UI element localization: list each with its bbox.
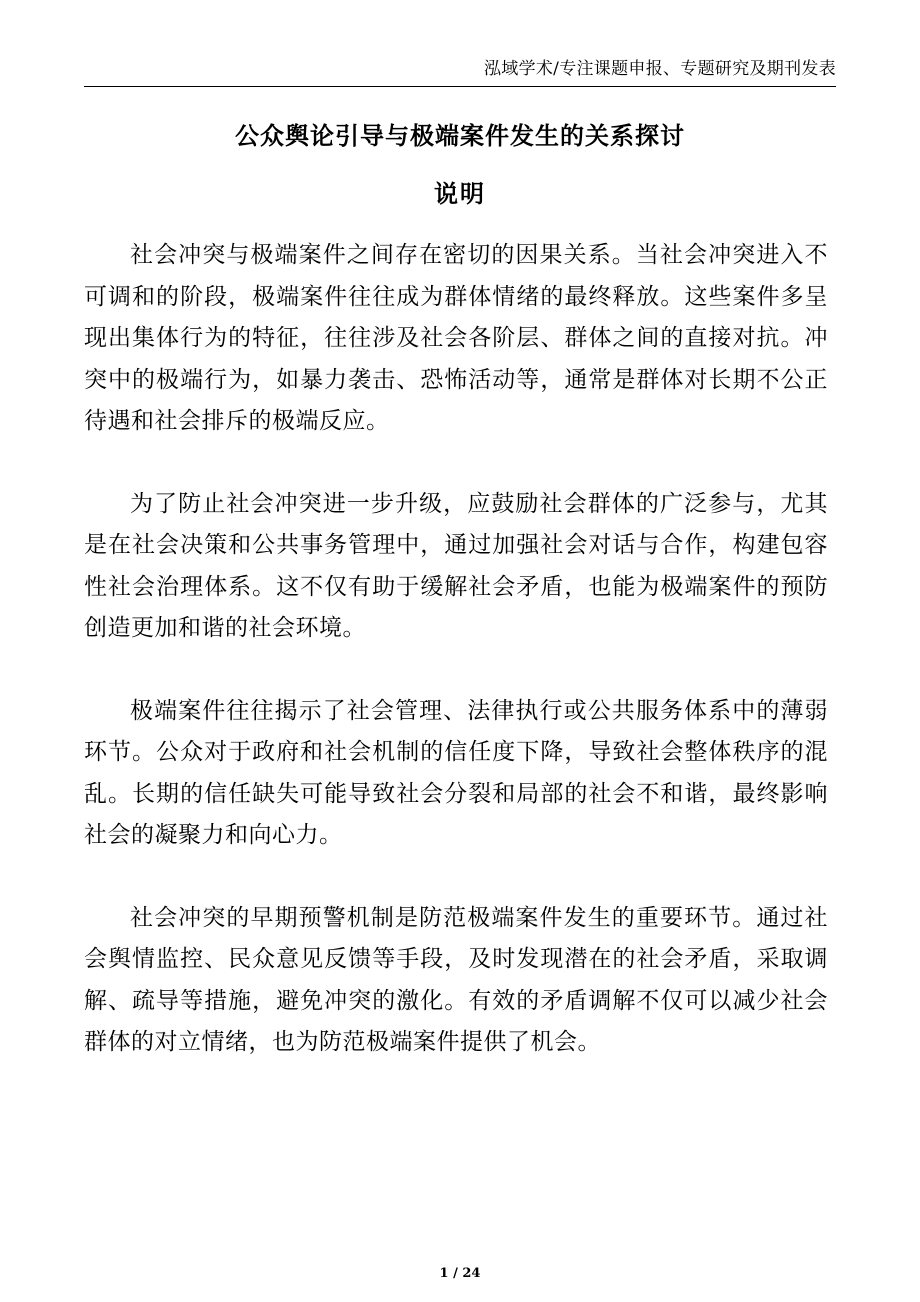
page-number: 1 / 24: [439, 1266, 481, 1281]
document-subtitle: 说明: [434, 179, 486, 208]
header-divider: [84, 86, 836, 87]
document-body: [84, 235, 828, 1105]
paragraph: 极端案件往往揭示了社会管理、法律执行或公共服务体系中的薄弱环节。公众对于政府和社会机制的信任度下降，导致社会整体秩序的混乱。长期的信任缺失可能导致社会分裂和局部的社会不和谐，最终影响社会的凝聚力和向心力。: [84, 697, 828, 848]
document-title: 公众舆论引导与极端案件发生的关系探讨: [235, 121, 685, 150]
paragraph: 为了防止社会冲突进一步升级，应鼓励社会群体的广泛参与，尤其是在社会决策和公共事务管理中，通过加强社会对话与合作，构建包容性社会治理体系。这不仅有助于缓解社会矛盾，也能为极端案件的预防创造更加和谐的社会环境。: [84, 490, 828, 641]
paragraph: 社会冲突与极端案件之间存在密切的因果关系。当社会冲突进入不可调和的阶段，极端案件往往成为群体情绪的最终释放。这些案件多呈现出集体行为的特征，往往涉及社会各阶层、群体之间的直接对抗。冲突中的极端行为，如暴力袭击、恐怖活动等，通常是群体对长期不公正待遇和社会排斥的极端反应。: [84, 242, 828, 434]
paragraph: 社会冲突的早期预警机制是防范极端案件发生的重要环节。通过社会舆情监控、民众意见反馈等手段，及时发现潜在的社会矛盾，采取调解、疏导等措施，避免冲突的激化。有效的矛盾调解不仅可以减少社会群体的对立情绪，也为防范极端案件提供了机会。: [84, 904, 828, 1055]
page-header-text: 泓域学术/专注课题申报、专题研究及期刊发表: [483, 59, 836, 79]
